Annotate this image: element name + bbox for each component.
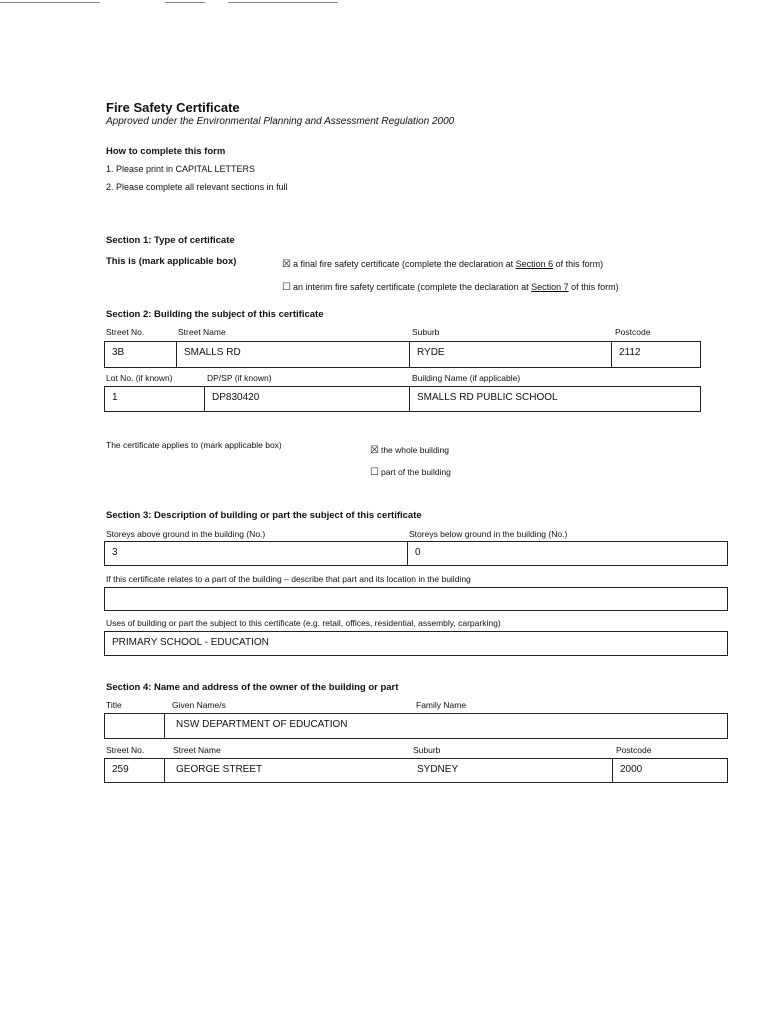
owner-suburb-label: Suburb [413, 745, 441, 755]
building-postcode-field[interactable]: 2112 [619, 347, 641, 358]
divider [407, 541, 408, 566]
unchecked-box-icon[interactable]: ☐ [282, 282, 291, 293]
interim-certificate-option[interactable] [282, 282, 619, 293]
form-title: Fire Safety Certificate [106, 100, 240, 115]
storeys-above-field[interactable]: 3 [112, 547, 118, 558]
section-2-heading: Section 2: Building the subject of this certificate [106, 309, 324, 320]
section-3-heading: Section 3: Description of building or part the subject of this certificate [106, 510, 422, 521]
applies-to-prompt: The certificate applies to (mark applicable box) [106, 440, 282, 450]
part-description-label: If this certificate relates to a part of the building – describe that part and its location in the building [106, 574, 471, 584]
divider [164, 713, 165, 739]
checked-box-icon[interactable]: ☒ [282, 259, 291, 270]
whole-building-text: the whole building [380, 445, 450, 455]
uses-label: Uses of building or part the subject to this certificate (e.g. retail, offices, residential, assembly, carparking) [106, 618, 501, 628]
section-6-link: Section 6 [515, 259, 554, 269]
owner-street-no-field[interactable]: 259 [112, 764, 129, 775]
owner-suburb-field[interactable]: SYDNEY [417, 764, 459, 775]
storeys-below-field[interactable]: 0 [415, 547, 421, 558]
divider [409, 341, 410, 368]
building-name-label: Building Name (if applicable) [412, 373, 521, 383]
storeys-below-label: Storeys below ground in the building (No.) [409, 529, 568, 539]
part-description-value [106, 589, 118, 597]
owner-postcode-label: Postcode [616, 745, 652, 755]
certificate-type-prompt: This is (mark applicable box) [106, 256, 237, 267]
building-name-field[interactable]: SMALLS RD PUBLIC SCHOOL [417, 392, 558, 403]
building-street-name-field[interactable]: SMALLS RD [184, 347, 241, 358]
dp-sp-field[interactable]: DP830420 [212, 392, 260, 403]
unchecked-box-icon[interactable]: ☐ [370, 467, 379, 478]
whole-building-option[interactable] [370, 445, 449, 456]
storeys-above-label: Storeys above ground in the building (No.) [106, 529, 266, 539]
instruction-step-1: 1. Please print in CAPITAL LETTERS [106, 164, 256, 174]
scan-artifact-line [165, 2, 205, 3]
divider [611, 341, 612, 368]
section-4-heading: Section 4: Name and address of the owner of the building or part [106, 682, 399, 693]
dp-sp-label: DP/SP (if known) [207, 373, 272, 383]
part-building-option[interactable] [370, 467, 451, 478]
part-building-text: part of the building [380, 467, 451, 477]
owner-given-names-field[interactable]: NSW DEPARTMENT OF EDUCATION [176, 719, 348, 730]
given-names-label: Given Name/s [172, 700, 226, 710]
building-suburb-field[interactable]: RYDE [417, 347, 445, 358]
street-no-label: Street No. [106, 327, 145, 337]
final-certificate-text-end: of this form) [553, 259, 604, 269]
section-1-heading: Section 1: Type of certificate [106, 235, 235, 246]
owner-title-label: Title [106, 700, 122, 710]
final-certificate-text: a final fire safety certificate (complete the declaration at [292, 259, 516, 269]
street-name-label: Street Name [178, 327, 226, 337]
checked-box-icon[interactable]: ☒ [370, 445, 379, 456]
owner-postcode-field[interactable]: 2000 [620, 764, 643, 775]
final-certificate-option[interactable] [282, 259, 603, 270]
uses-field[interactable]: PRIMARY SCHOOL - EDUCATION [112, 637, 269, 648]
divider [409, 386, 410, 412]
section-7-link: Section 7 [531, 282, 569, 292]
owner-street-no-label: Street No. [106, 745, 145, 755]
part-description-field[interactable] [104, 587, 728, 611]
owner-street-name-label: Street Name [173, 745, 221, 755]
suburb-label: Suburb [412, 327, 440, 337]
instructions-heading: How to complete this form [106, 146, 226, 157]
scan-artifact-line [228, 2, 338, 3]
divider [612, 758, 613, 783]
lot-no-label: Lot No. (if known) [106, 373, 173, 383]
building-street-no-field[interactable]: 3B [112, 347, 125, 358]
interim-certificate-text: an interim fire safety certificate (complete the declaration at [292, 282, 532, 292]
owner-street-name-field[interactable]: GEORGE STREET [176, 764, 263, 775]
divider [204, 386, 205, 412]
instruction-step-2: 2. Please complete all relevant sections in full [106, 182, 288, 192]
family-name-label: Family Name [416, 700, 467, 710]
postcode-label: Postcode [615, 327, 651, 337]
form-subtitle: Approved under the Environmental Planning and Assessment Regulation 2000 [106, 116, 455, 127]
lot-no-field[interactable]: 1 [112, 392, 118, 403]
lot-details-row [104, 386, 701, 412]
owner-title-field[interactable] [106, 715, 118, 723]
divider [176, 341, 177, 368]
divider [164, 758, 165, 783]
interim-certificate-text-end: of this form) [568, 282, 619, 292]
owner-family-name-field[interactable] [414, 715, 426, 723]
scan-artifact-line [0, 2, 100, 3]
